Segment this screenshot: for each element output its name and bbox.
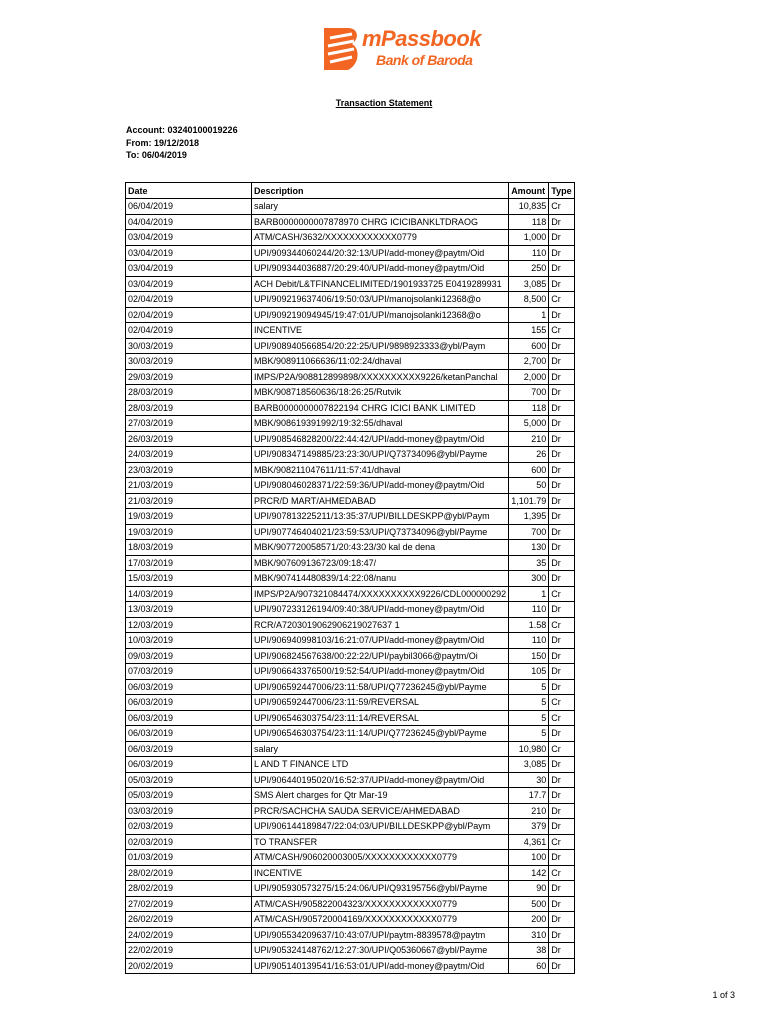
cell-description: UPI/906824567638/00:22:22/UPI/paybil3066@paytm/Oi <box>252 648 509 664</box>
cell-description: BARB0000000007822194 CHRG ICICI BANK LIMITED <box>252 400 509 416</box>
table-row <box>126 633 575 649</box>
cell-date: 02/04/2019 <box>126 292 252 308</box>
cell-date: 26/02/2019 <box>126 912 252 928</box>
cell-description: TO TRANSFER <box>252 834 509 850</box>
cell-amount: 5 <box>509 710 549 726</box>
cell-date: 05/03/2019 <box>126 772 252 788</box>
cell-date: 23/03/2019 <box>126 462 252 478</box>
table-row <box>126 865 575 881</box>
table-row <box>126 400 575 416</box>
table-row <box>126 478 575 494</box>
account-number: Account: 03240100019226 <box>126 125 238 135</box>
cell-amount: 1,395 <box>509 509 549 525</box>
cell-amount: 4,361 <box>509 834 549 850</box>
cell-type: Dr <box>549 354 574 370</box>
cell-date: 18/03/2019 <box>126 540 252 556</box>
cell-amount: 5 <box>509 695 549 711</box>
header-description: Description <box>252 183 509 199</box>
cell-type: Dr <box>549 307 574 323</box>
cell-date: 28/02/2019 <box>126 881 252 897</box>
table-row <box>126 912 575 928</box>
cell-type: Dr <box>549 896 574 912</box>
table-row <box>126 230 575 246</box>
cell-amount: 50 <box>509 478 549 494</box>
cell-type: Cr <box>549 199 574 215</box>
cell-amount: 60 <box>509 958 549 974</box>
table-row <box>126 261 575 277</box>
table-row <box>126 881 575 897</box>
table-row <box>126 540 575 556</box>
cell-description: MBK/908619391992/19:32:55/dhaval <box>252 416 509 432</box>
header-amount: Amount <box>509 183 549 199</box>
cell-amount: 130 <box>509 540 549 556</box>
table-row <box>126 214 575 230</box>
cell-type: Cr <box>549 865 574 881</box>
table-row <box>126 571 575 587</box>
cell-description: MBK/907720058571/20:43:23/30 kal de dena <box>252 540 509 556</box>
logo-title: mPassbook <box>362 26 481 51</box>
cell-date: 24/02/2019 <box>126 927 252 943</box>
cell-date: 06/03/2019 <box>126 679 252 695</box>
header-type: Type <box>549 183 574 199</box>
cell-description: MBK/907609136723/09:18:47/ <box>252 555 509 571</box>
table-row <box>126 958 575 974</box>
bank-of-baroda-logo-icon <box>318 24 362 76</box>
cell-amount: 30 <box>509 772 549 788</box>
cell-description: SMS Alert charges for Qtr Mar-19 <box>252 788 509 804</box>
cell-date: 12/03/2019 <box>126 617 252 633</box>
cell-type: Dr <box>549 648 574 664</box>
cell-description: UPI/906546303754/23:11:14/REVERSAL <box>252 710 509 726</box>
cell-type: Dr <box>549 214 574 230</box>
cell-description: UPI/908046028371/22:59:36/UPI/add-money@paytm/Oid <box>252 478 509 494</box>
table-row <box>126 710 575 726</box>
cell-amount: 5,000 <box>509 416 549 432</box>
page-number: 1 of 3 <box>712 990 735 1000</box>
cell-description: salary <box>252 199 509 215</box>
cell-amount: 200 <box>509 912 549 928</box>
cell-type: Dr <box>549 772 574 788</box>
cell-type: Dr <box>549 261 574 277</box>
cell-type: Dr <box>549 245 574 261</box>
cell-amount: 700 <box>509 524 549 540</box>
cell-description: ATM/CASH/905720004169/XXXXXXXXXXXX0779 <box>252 912 509 928</box>
cell-description: ATM/CASH/906020003005/XXXXXXXXXXXX0779 <box>252 850 509 866</box>
cell-date: 02/04/2019 <box>126 307 252 323</box>
cell-amount: 500 <box>509 896 549 912</box>
table-row <box>126 772 575 788</box>
cell-type: Cr <box>549 710 574 726</box>
cell-date: 14/03/2019 <box>126 586 252 602</box>
table-row <box>126 509 575 525</box>
cell-date: 02/03/2019 <box>126 834 252 850</box>
cell-amount: 35 <box>509 555 549 571</box>
cell-type: Dr <box>549 602 574 618</box>
cell-description: UPI/907813225211/13:35:37/UPI/BILLDESKPP@ybl/Paym <box>252 509 509 525</box>
cell-amount: 8,500 <box>509 292 549 308</box>
cell-type: Dr <box>549 679 574 695</box>
cell-type: Dr <box>549 524 574 540</box>
cell-type: Dr <box>549 757 574 773</box>
cell-type: Cr <box>549 586 574 602</box>
table-row <box>126 447 575 463</box>
table-row <box>126 788 575 804</box>
cell-description: INCENTIVE <box>252 865 509 881</box>
cell-type: Dr <box>549 881 574 897</box>
table-row <box>126 245 575 261</box>
cell-description: ATM/CASH/3632/XXXXXXXXXXXX0779 <box>252 230 509 246</box>
table-row <box>126 416 575 432</box>
cell-amount: 1,101.79 <box>509 493 549 509</box>
cell-type: Dr <box>549 230 574 246</box>
cell-amount: 2,700 <box>509 354 549 370</box>
cell-description: UPI/909219094945/19:47:01/UPI/manojsolanki12368@o <box>252 307 509 323</box>
cell-description: ATM/CASH/905822004323/XXXXXXXXXXXX0779 <box>252 896 509 912</box>
statement-title: Transaction Statement <box>335 98 433 108</box>
cell-type: Cr <box>549 834 574 850</box>
transaction-table <box>125 182 575 974</box>
cell-amount: 210 <box>509 431 549 447</box>
table-row <box>126 431 575 447</box>
cell-amount: 1 <box>509 307 549 323</box>
cell-date: 22/02/2019 <box>126 943 252 959</box>
cell-amount: 38 <box>509 943 549 959</box>
cell-description: UPI/906546303754/23:11:14/UPI/Q77236245@ybl/Payme <box>252 726 509 742</box>
cell-description: MBK/908718560636/18:26:25/Rutvik <box>252 385 509 401</box>
header-date: Date <box>126 183 252 199</box>
cell-type: Cr <box>549 292 574 308</box>
cell-amount: 26 <box>509 447 549 463</box>
cell-description: PRCR/D MART/AHMEDABAD <box>252 493 509 509</box>
table-row <box>126 354 575 370</box>
cell-date: 02/04/2019 <box>126 323 252 339</box>
table-row <box>126 307 575 323</box>
cell-description: UPI/905534209637/10:43:07/UPI/paytm-8839578@paytm <box>252 927 509 943</box>
table-row <box>126 323 575 339</box>
cell-date: 06/03/2019 <box>126 710 252 726</box>
cell-amount: 600 <box>509 462 549 478</box>
cell-description: salary <box>252 741 509 757</box>
table-header-row <box>126 183 575 199</box>
cell-date: 01/03/2019 <box>126 850 252 866</box>
cell-amount: 118 <box>509 214 549 230</box>
cell-type: Dr <box>549 850 574 866</box>
cell-date: 04/04/2019 <box>126 214 252 230</box>
cell-date: 21/03/2019 <box>126 493 252 509</box>
cell-amount: 10,835 <box>509 199 549 215</box>
to-date: To: 06/04/2019 <box>126 150 187 160</box>
cell-type: Dr <box>549 912 574 928</box>
cell-date: 06/03/2019 <box>126 757 252 773</box>
cell-description: UPI/906440195020/16:52:37/UPI/add-money@paytm/Oid <box>252 772 509 788</box>
cell-date: 03/03/2019 <box>126 803 252 819</box>
cell-description: UPI/906643376500/19:52:54/UPI/add-money@paytm/Oid <box>252 664 509 680</box>
cell-type: Cr <box>549 695 574 711</box>
cell-amount: 150 <box>509 648 549 664</box>
cell-description: UPI/907233126194/09:40:38/UPI/add-money@paytm/Oid <box>252 602 509 618</box>
table-row <box>126 385 575 401</box>
cell-description: UPI/909344036887/20:29:40/UPI/add-money@paytm/Oid <box>252 261 509 277</box>
cell-type: Dr <box>549 555 574 571</box>
table-row <box>126 555 575 571</box>
cell-description: BARB0000000007878970 CHRG ICICIBANKLTDRAOG <box>252 214 509 230</box>
cell-type: Dr <box>549 958 574 974</box>
cell-date: 03/04/2019 <box>126 230 252 246</box>
cell-amount: 1 <box>509 586 549 602</box>
cell-amount: 1.58 <box>509 617 549 633</box>
table-row <box>126 803 575 819</box>
cell-description: UPI/908940566854/20:22:25/UPI/9898923333@ybl/Paym <box>252 338 509 354</box>
cell-date: 06/03/2019 <box>126 726 252 742</box>
table-row <box>126 927 575 943</box>
cell-type: Dr <box>549 540 574 556</box>
cell-description: UPI/905930573275/15:24:06/UPI/Q93195756@ybl/Payme <box>252 881 509 897</box>
table-row <box>126 462 575 478</box>
table-row <box>126 617 575 633</box>
cell-type: Dr <box>549 943 574 959</box>
cell-date: 06/03/2019 <box>126 695 252 711</box>
cell-type: Dr <box>549 664 574 680</box>
cell-description: IMPS/P2A/907321084474/XXXXXXXXXX9226/CDL000000292 <box>252 586 509 602</box>
cell-amount: 3,085 <box>509 757 549 773</box>
cell-amount: 1,000 <box>509 230 549 246</box>
cell-type: Dr <box>549 338 574 354</box>
cell-amount: 210 <box>509 803 549 819</box>
cell-date: 02/03/2019 <box>126 819 252 835</box>
cell-date: 13/03/2019 <box>126 602 252 618</box>
cell-description: UPI/905140139541/16:53:01/UPI/add-money@paytm/Oid <box>252 958 509 974</box>
cell-description: UPI/908546828200/22:44:42/UPI/add-money@paytm/Oid <box>252 431 509 447</box>
cell-amount: 379 <box>509 819 549 835</box>
cell-type: Dr <box>549 927 574 943</box>
cell-type: Cr <box>549 617 574 633</box>
cell-amount: 310 <box>509 927 549 943</box>
table-row <box>126 493 575 509</box>
cell-description: UPI/909219637406/19:50:03/UPI/manojsolanki12368@o <box>252 292 509 308</box>
cell-date: 27/03/2019 <box>126 416 252 432</box>
cell-date: 03/04/2019 <box>126 261 252 277</box>
cell-type: Dr <box>549 276 574 292</box>
cell-date: 10/03/2019 <box>126 633 252 649</box>
cell-description: L AND T FINANCE LTD <box>252 757 509 773</box>
cell-type: Dr <box>549 369 574 385</box>
cell-description: IMPS/P2A/908812899898/XXXXXXXXXX9226/ketanPanchal <box>252 369 509 385</box>
cell-type: Dr <box>549 400 574 416</box>
table-row <box>126 199 575 215</box>
table-row <box>126 834 575 850</box>
cell-amount: 110 <box>509 633 549 649</box>
table-row <box>126 664 575 680</box>
cell-date: 06/03/2019 <box>126 741 252 757</box>
cell-amount: 10,980 <box>509 741 549 757</box>
table-row <box>126 726 575 742</box>
cell-type: Dr <box>549 493 574 509</box>
cell-amount: 90 <box>509 881 549 897</box>
table-row <box>126 695 575 711</box>
cell-description: INCENTIVE <box>252 323 509 339</box>
cell-type: Dr <box>549 416 574 432</box>
table-row <box>126 292 575 308</box>
account-details <box>126 124 238 162</box>
cell-amount: 3,085 <box>509 276 549 292</box>
cell-amount: 600 <box>509 338 549 354</box>
cell-type: Dr <box>549 478 574 494</box>
cell-description: UPI/906592447006/23:11:58/UPI/Q77236245@ybl/Payme <box>252 679 509 695</box>
cell-date: 28/03/2019 <box>126 385 252 401</box>
bank-logo <box>318 24 481 76</box>
cell-date: 21/03/2019 <box>126 478 252 494</box>
cell-type: Dr <box>549 571 574 587</box>
table-row <box>126 524 575 540</box>
cell-description: UPI/908347149885/23:23:30/UPI/Q73734096@ybl/Payme <box>252 447 509 463</box>
cell-amount: 100 <box>509 850 549 866</box>
table-row <box>126 648 575 664</box>
cell-date: 24/03/2019 <box>126 447 252 463</box>
cell-description: UPI/905324148762/12:27:30/UPI/Q05360667@ybl/Payme <box>252 943 509 959</box>
cell-description: UPI/906940998103/16:21:07/UPI/add-money@paytm/Oid <box>252 633 509 649</box>
cell-amount: 142 <box>509 865 549 881</box>
table-row <box>126 369 575 385</box>
cell-date: 09/03/2019 <box>126 648 252 664</box>
cell-type: Dr <box>549 509 574 525</box>
cell-description: RCR/A7203019062906219027637 1 <box>252 617 509 633</box>
cell-type: Dr <box>549 803 574 819</box>
table-row <box>126 819 575 835</box>
cell-date: 06/04/2019 <box>126 199 252 215</box>
from-date: From: 19/12/2018 <box>126 137 200 148</box>
table-row <box>126 602 575 618</box>
cell-description: UPI/907746404021/23:59:53/UPI/Q73734096@ybl/Payme <box>252 524 509 540</box>
logo-subtitle: Bank of Baroda <box>376 52 473 68</box>
cell-description: PRCR/SACHCHA SAUDA SERVICE/AHMEDABAD <box>252 803 509 819</box>
cell-type: Dr <box>549 819 574 835</box>
table-row <box>126 276 575 292</box>
table-row <box>126 586 575 602</box>
transaction-rows <box>126 199 575 974</box>
cell-type: Dr <box>549 447 574 463</box>
table-row <box>126 338 575 354</box>
cell-amount: 118 <box>509 400 549 416</box>
cell-amount: 250 <box>509 261 549 277</box>
cell-type: Dr <box>549 726 574 742</box>
cell-description: MBK/907414480839/14:22:08/nanu <box>252 571 509 587</box>
cell-type: Cr <box>549 323 574 339</box>
cell-amount: 110 <box>509 602 549 618</box>
cell-description: UPI/906144189847/22:04:03/UPI/BILLDESKPP@ybl/Paym <box>252 819 509 835</box>
cell-date: 27/02/2019 <box>126 896 252 912</box>
table-row <box>126 943 575 959</box>
cell-date: 26/03/2019 <box>126 431 252 447</box>
cell-description: UPI/909344060244/20:32:13/UPI/add-money@paytm/Oid <box>252 245 509 261</box>
cell-type: Dr <box>549 431 574 447</box>
cell-amount: 17.7 <box>509 788 549 804</box>
table-row <box>126 679 575 695</box>
cell-amount: 105 <box>509 664 549 680</box>
cell-date: 03/04/2019 <box>126 276 252 292</box>
cell-description: MBK/908911066636/11:02:24/dhaval <box>252 354 509 370</box>
cell-amount: 5 <box>509 726 549 742</box>
cell-date: 19/03/2019 <box>126 509 252 525</box>
table-row <box>126 896 575 912</box>
table-row <box>126 741 575 757</box>
cell-description: ACH Debit/L&TFINANCELIMITED/1901933725 E0419289931 <box>252 276 509 292</box>
cell-type: Dr <box>549 462 574 478</box>
table-row <box>126 757 575 773</box>
cell-date: 19/03/2019 <box>126 524 252 540</box>
cell-amount: 5 <box>509 679 549 695</box>
cell-date: 30/03/2019 <box>126 354 252 370</box>
cell-date: 17/03/2019 <box>126 555 252 571</box>
cell-date: 03/04/2019 <box>126 245 252 261</box>
table-row <box>126 850 575 866</box>
cell-amount: 110 <box>509 245 549 261</box>
cell-type: Dr <box>549 385 574 401</box>
cell-type: Dr <box>549 633 574 649</box>
cell-date: 15/03/2019 <box>126 571 252 587</box>
cell-amount: 155 <box>509 323 549 339</box>
cell-amount: 700 <box>509 385 549 401</box>
cell-type: Cr <box>549 741 574 757</box>
cell-type: Dr <box>549 788 574 804</box>
cell-amount: 2,000 <box>509 369 549 385</box>
cell-date: 29/03/2019 <box>126 369 252 385</box>
cell-date: 28/03/2019 <box>126 400 252 416</box>
cell-date: 30/03/2019 <box>126 338 252 354</box>
cell-date: 07/03/2019 <box>126 664 252 680</box>
cell-description: UPI/906592447006/23:11:59/REVERSAL <box>252 695 509 711</box>
cell-amount: 300 <box>509 571 549 587</box>
cell-description: MBK/908211047611/11:57:41/dhaval <box>252 462 509 478</box>
cell-date: 28/02/2019 <box>126 865 252 881</box>
cell-date: 05/03/2019 <box>126 788 252 804</box>
cell-date: 20/02/2019 <box>126 958 252 974</box>
